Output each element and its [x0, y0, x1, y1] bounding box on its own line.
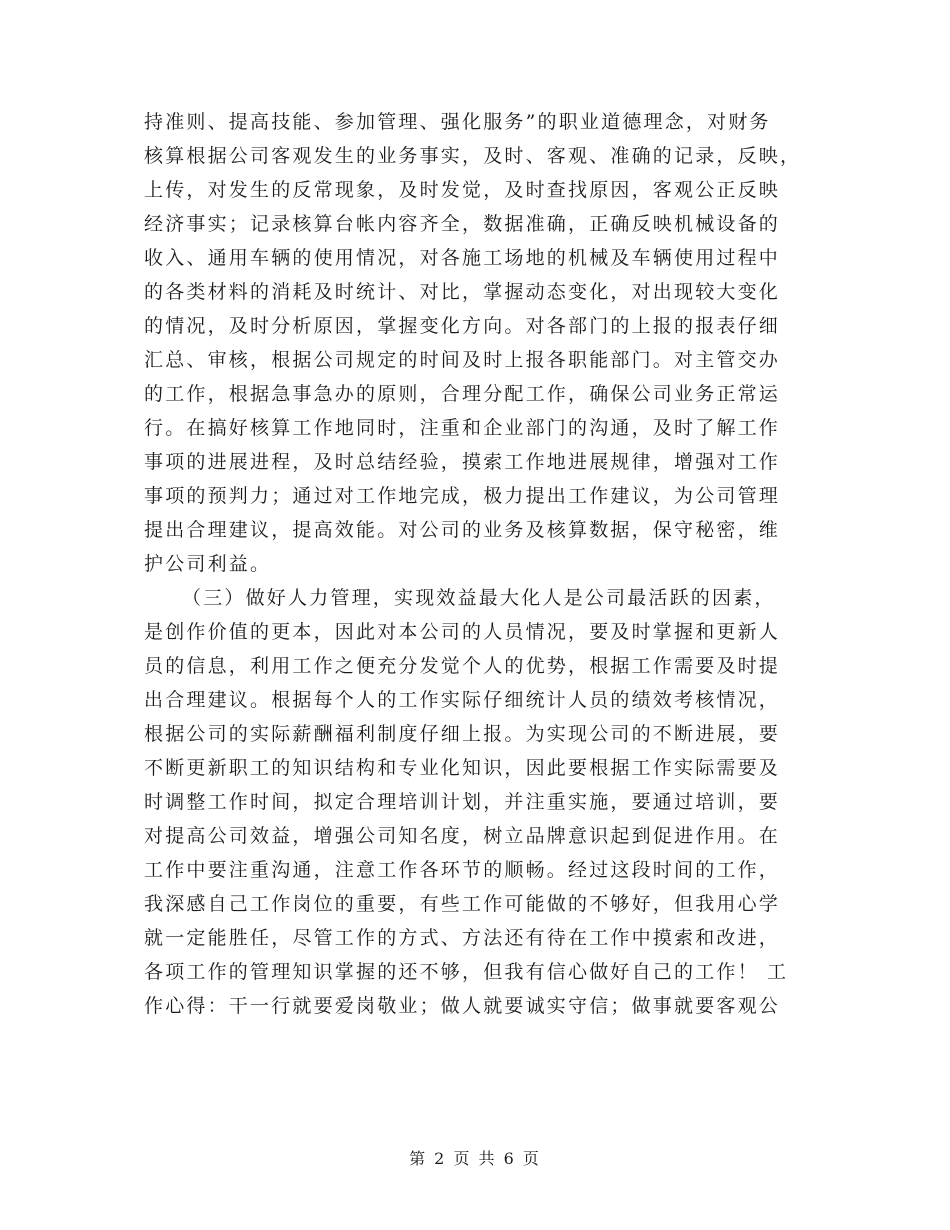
text-line: 是创作价值的更本，因此对本公司的人员情况，要及时掌握和更新人 [144, 621, 781, 643]
text-line: 上传，对发生的反常现象，及时发觉，及时查找原因，客观公正反映 [144, 179, 781, 201]
text-line: 各项工作的管理知识掌握的还不够，但我有信心做好自己的工作！ 工 [144, 961, 789, 983]
text-line: 工作中要注重沟通，注意工作各环节的顺畅。经过这段时间的工作， [144, 859, 781, 881]
text-line: 提出合理建议，提高效能。对公司的业务及核算数据，保守秘密，维 [144, 519, 781, 541]
text-line: 的情况，及时分析原因，掌握变化方向。对各部门的上报的报表仔细 [144, 315, 781, 337]
page-footer [0, 1146, 950, 1169]
text-line: 就一定能胜任，尽管工作的方式、方法还有待在工作中摸索和改进， [144, 927, 781, 949]
text-line: 护公司利益。 [144, 553, 272, 575]
text-line: 时调整工作时间，拟定合理培训计划，并注重实施，要通过培训，要 [144, 791, 781, 813]
text-line: 根据公司的实际薪酬福利制度仔细上报。为实现公司的不断进展，要 [144, 723, 781, 745]
text-line: 事项的预判力；通过对工作地完成，极力提出工作建议，为公司管理 [144, 485, 781, 507]
text-line: 的各类材料的消耗及时统计、对比，掌握动态变化，对出现较大变化 [144, 281, 781, 303]
text-line: 作心得：干一行就要爱岗敬业；做人就要诚实守信；做事就要客观公 [144, 995, 781, 1017]
text-line: 持准则、提高技能、参加管理、强化服务”的职业道德理念，对财务 [144, 111, 771, 133]
text-line: 事项的进展进程，及时总结经验，摸索工作地进展规律，增强对工作 [144, 451, 781, 473]
text-line: 不断更新职工的知识结构和专业化知识，因此要根据工作实际需要及 [144, 757, 781, 779]
text-line: 员的信息，利用工作之便充分发觉个人的优势，根据工作需要及时提 [144, 655, 781, 677]
text-line: 对提高公司效益，增强公司知名度，树立品牌意识起到促进作用。在 [144, 825, 781, 847]
text-line: 经济事实；记录核算台帐内容齐全，数据准确，正确反映机械设备的 [144, 213, 781, 235]
text-line: 核算根据公司客观发生的业务事实，及时、客观、准确的记录，反映， [144, 145, 802, 167]
text-line: 汇总、审核，根据公司规定的时间及时上报各职能部门。对主管交办 [144, 349, 781, 371]
text-line: 我深感自己工作岗位的重要，有些工作可能做的不够好，但我用心学 [144, 893, 781, 915]
text-line: 收入、通用车辆的使用情况，对各施工场地的机械及车辆使用过程中 [144, 247, 781, 269]
text-line: 出合理建议。根据每个人的工作实际仔细统计人员的绩效考核情况， [144, 689, 781, 711]
body-text [144, 105, 804, 1023]
page-number: 第 2 页 共 6 页 [409, 1149, 541, 1168]
section-heading-line: （三）做好人力管理，实现效益最大化人是公司最活跃的因素， [182, 587, 776, 609]
text-line: 行。在搞好核算工作地同时，注重和企业部门的沟通，及时了解工作 [144, 417, 781, 439]
text-line: 的工作，根据急事急办的原则，合理分配工作，确保公司业务正常运 [144, 383, 781, 405]
